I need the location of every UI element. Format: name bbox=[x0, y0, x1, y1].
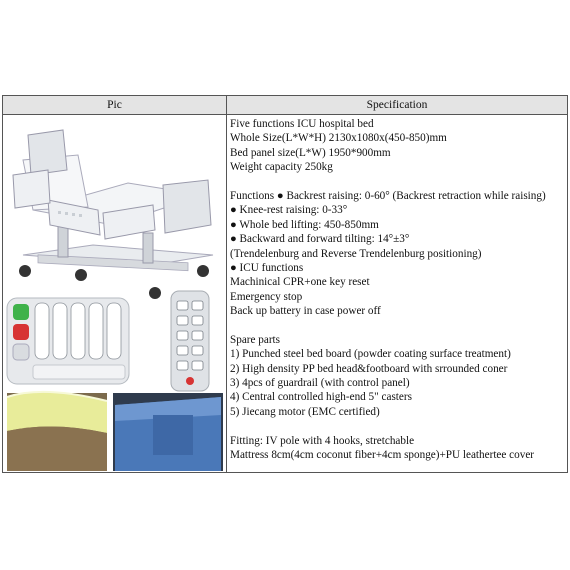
spec-line: 3) 4pcs of guardrail (with control panel) bbox=[230, 377, 410, 390]
specification-text bbox=[230, 117, 565, 462]
column-divider bbox=[226, 114, 227, 472]
blank-line bbox=[230, 175, 565, 189]
pic-cell bbox=[3, 115, 226, 473]
blank-line bbox=[230, 318, 565, 332]
hospital-bed-image bbox=[13, 130, 213, 299]
spec-line: Mattress 8cm(4cm coconut fiber+4cm sponge)+PU leathertee cover bbox=[230, 448, 535, 461]
spec-line: 1) Punched steel bed board (powder coating surface treatment) bbox=[230, 348, 511, 361]
spec-line: Back up battery in case power off bbox=[230, 305, 381, 318]
control-panel-image bbox=[7, 298, 129, 384]
spec-line: Emergency stop bbox=[230, 290, 303, 303]
spec-line: Five functions ICU hospital bed bbox=[230, 118, 374, 130]
spec-table bbox=[2, 95, 568, 473]
spec-line: Functions ● Backrest raising: 0-60° (Backrest retraction while raising) bbox=[230, 189, 546, 202]
spec-line: Fitting: IV pole with 4 hooks, stretchable bbox=[230, 434, 415, 447]
spec-line: ● Whole bed lifting: 450-850mm bbox=[230, 218, 379, 231]
spec-line: 4) Central controlled high-end 5" casters bbox=[230, 391, 412, 404]
spec-line: Bed panel size(L*W) 1950*900mm bbox=[230, 146, 391, 159]
spec-line: (Trendelenburg and Reverse Trendelenburg positioning) bbox=[230, 247, 482, 260]
spec-line: ● ICU functions bbox=[230, 261, 304, 274]
spec-line: Whole Size(L*W*H) 2130x1080x(450-850)mm bbox=[230, 132, 447, 145]
spec-line: Machinical CPR+one key reset bbox=[230, 276, 370, 289]
header-pic: Pic bbox=[3, 96, 227, 114]
mattress-section-image bbox=[7, 392, 107, 471]
remote-control-image bbox=[171, 291, 209, 391]
spec-line: ● Knee-rest raising: 0-33° bbox=[230, 204, 348, 217]
spec-line: ● Backward and forward tilting: 14°±3° bbox=[230, 233, 410, 246]
header-specification: Specification bbox=[366, 99, 428, 111]
table-header bbox=[3, 96, 567, 115]
mattress-cover-image bbox=[113, 393, 223, 471]
spec-line: 5) Jiecang motor (EMC certified) bbox=[230, 405, 380, 418]
spec-line: Weight capacity 250kg bbox=[230, 161, 333, 174]
spec-line: 2) High density PP bed head&footboard with srrounded coner bbox=[230, 362, 508, 375]
blank-line bbox=[230, 419, 565, 433]
spec-line: Spare parts bbox=[230, 333, 281, 346]
